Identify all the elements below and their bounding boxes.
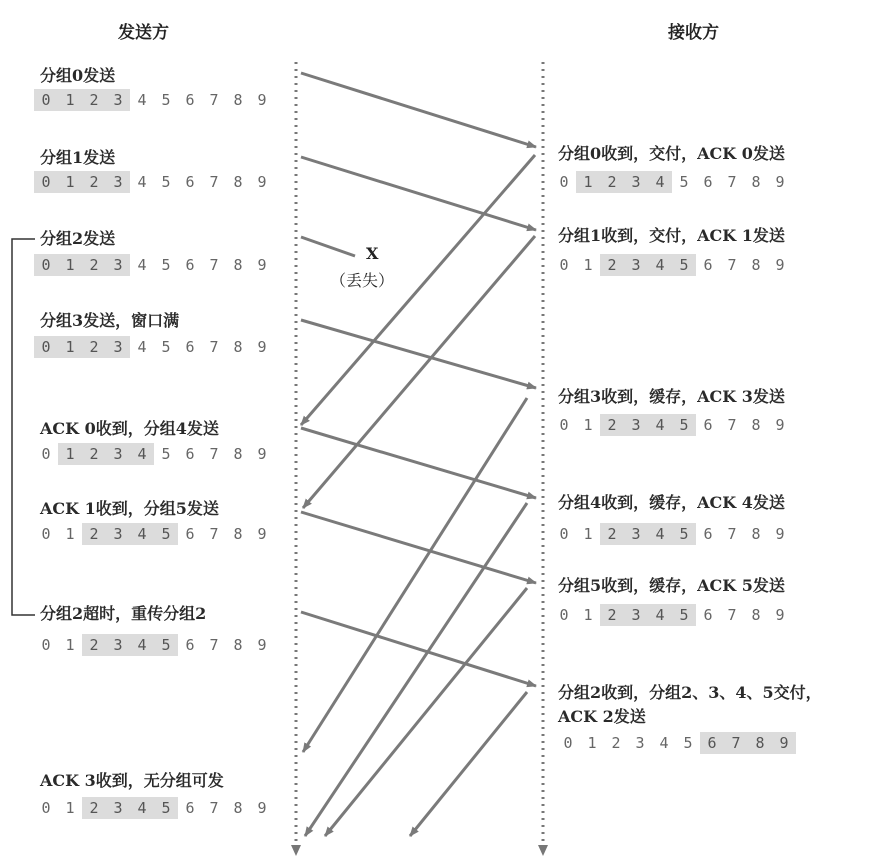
seq-number: 6 [703,525,713,543]
receiver-window [552,523,792,545]
seq-number: 4 [137,91,147,109]
seq-number: 7 [727,606,737,624]
receiver-window [552,604,792,626]
seq-number: 3 [106,634,130,656]
seq-number: 5 [154,634,178,656]
seq-number: 7 [209,173,219,191]
seq-number: 4 [648,171,672,193]
receiver-event-label: 分组3收到，缓存，ACK 3发送 [558,387,785,406]
seq-number: 0 [34,336,58,358]
seq-number: 3 [106,336,130,358]
sender-header: 发送方 [118,23,169,43]
seq-number: 0 [563,734,573,752]
seq-number: 9 [775,256,785,274]
seq-number: 3 [106,171,130,193]
seq-number: 7 [209,338,219,356]
seq-number: 8 [751,173,761,191]
seq-number: 3 [624,254,648,276]
seq-number: 5 [161,338,171,356]
seq-number: 7 [209,445,219,463]
seq-number: 8 [751,606,761,624]
receiver-event-label: 分组1收到，交付，ACK 1发送 [558,226,785,245]
seq-number: 8 [233,636,243,654]
sender-window [34,523,274,545]
lost-packet-line [301,237,355,256]
seq-number: 3 [106,797,130,819]
seq-number: 6 [185,338,195,356]
seq-number: 0 [41,799,51,817]
seq-number: 6 [703,256,713,274]
seq-number: 2 [600,414,624,436]
seq-number: 2 [82,89,106,111]
seq-number: 5 [672,604,696,626]
seq-number: 9 [257,445,267,463]
seq-number: 0 [559,416,569,434]
sender-window [34,634,274,656]
seq-number: 0 [559,256,569,274]
seq-number: 9 [257,636,267,654]
seq-number: 4 [137,338,147,356]
seq-number: 4 [648,414,672,436]
seq-number: 6 [703,606,713,624]
ack-arrow [303,398,527,752]
packet-arrow [301,512,536,583]
seq-number: 8 [233,91,243,109]
seq-number: 4 [659,734,669,752]
ack-arrow [410,692,527,836]
seq-number: 7 [209,91,219,109]
seq-number: 3 [635,734,645,752]
seq-number: 6 [185,256,195,274]
seq-number: 6 [703,173,713,191]
seq-number: 1 [583,525,593,543]
sender-event-label: 分组2超时，重传分组2 [40,604,207,623]
seq-number: 2 [82,797,106,819]
seq-number: 2 [82,634,106,656]
seq-number: 3 [106,523,130,545]
timeline-arrowhead-icon [291,845,301,856]
seq-number: 2 [611,734,621,752]
sender-window [34,797,274,819]
packet-arrow [301,73,536,147]
seq-number: 8 [233,338,243,356]
receiver-window [552,414,792,436]
seq-number: 1 [65,636,75,654]
seq-number: 4 [137,173,147,191]
seq-number: 0 [34,171,58,193]
seq-number: 5 [161,91,171,109]
sender-event-label: 分组3发送，窗口满 [40,311,180,330]
seq-number: 1 [65,799,75,817]
seq-number: 0 [559,525,569,543]
seq-number: 7 [727,525,737,543]
seq-number: 7 [727,416,737,434]
seq-number: 3 [106,89,130,111]
seq-number: 0 [34,254,58,276]
receiver-event-label: 分组2收到，分组2、3、4、5交付， [558,683,822,702]
seq-number: 6 [185,636,195,654]
sender-window [34,336,274,358]
seq-number: 2 [82,336,106,358]
seq-number: 0 [41,636,51,654]
lost-mark: X [366,244,379,263]
seq-number: 3 [106,254,130,276]
seq-number: 1 [583,256,593,274]
seq-number: 8 [233,256,243,274]
seq-number: 3 [624,604,648,626]
seq-number: 5 [672,254,696,276]
seq-number: 5 [161,173,171,191]
seq-number: 5 [672,523,696,545]
seq-number: 9 [775,525,785,543]
receiver-event-label: 分组5收到，缓存，ACK 5发送 [558,576,785,595]
receiver-window [556,732,796,754]
seq-number: 5 [154,523,178,545]
seq-number: 2 [82,523,106,545]
seq-number: 2 [600,171,624,193]
seq-number: 1 [576,171,600,193]
sender-event-label: ACK 3收到，无分组可发 [40,771,224,790]
seq-number: 8 [748,732,772,754]
seq-number: 7 [727,173,737,191]
seq-number: 4 [648,254,672,276]
seq-number: 7 [209,525,219,543]
seq-number: 3 [624,171,648,193]
seq-number: 1 [58,89,82,111]
seq-number: 9 [772,732,796,754]
seq-number: 8 [233,173,243,191]
seq-number: 4 [648,523,672,545]
seq-number: 9 [257,256,267,274]
seq-number: 5 [672,414,696,436]
seq-number: 6 [185,445,195,463]
seq-number: 8 [233,799,243,817]
seq-number: 9 [257,91,267,109]
seq-number: 4 [648,604,672,626]
sender-event-label: 分组2发送 [40,229,116,248]
seq-number: 4 [130,523,154,545]
seq-number: 1 [587,734,597,752]
seq-number: 9 [257,338,267,356]
lost-label: （丢失） [330,271,395,290]
seq-number: 6 [703,416,713,434]
seq-number: 5 [683,734,693,752]
seq-number: 6 [185,525,195,543]
seq-number: 1 [58,336,82,358]
seq-number: 2 [600,254,624,276]
packet-arrow [301,612,536,686]
seq-number: 1 [58,254,82,276]
seq-number: 9 [775,173,785,191]
seq-number: 5 [679,173,689,191]
seq-number: 0 [41,445,51,463]
seq-number: 6 [185,91,195,109]
ack-arrow [305,503,527,836]
seq-number: 1 [583,606,593,624]
seq-number: 9 [257,799,267,817]
seq-number: 8 [233,445,243,463]
receiver-event-label: 分组0收到，交付，ACK 0发送 [558,144,785,163]
seq-number: 8 [233,525,243,543]
receiver-header: 接收方 [668,23,719,43]
sender-window [34,89,274,111]
seq-number: 9 [257,173,267,191]
seq-number: 8 [751,416,761,434]
receiver-window [552,171,792,193]
seq-number: 2 [600,523,624,545]
seq-number: 9 [257,525,267,543]
seq-number: 7 [209,636,219,654]
seq-number: 7 [209,256,219,274]
seq-number: 6 [185,799,195,817]
sender-event-label: 分组1发送 [40,148,116,167]
seq-number: 6 [700,732,724,754]
timeout-bracket [12,239,35,615]
sender-window [34,171,274,193]
seq-number: 1 [58,171,82,193]
receiver-event-label: 分组4收到，缓存，ACK 4发送 [558,493,785,512]
seq-number: 5 [154,797,178,819]
sender-window [34,254,274,276]
ack-arrow [325,588,527,836]
seq-number: 0 [559,173,569,191]
sender-event-label: ACK 1收到，分组5发送 [40,499,219,518]
seq-number: 4 [130,797,154,819]
seq-number: 8 [751,256,761,274]
seq-number: 0 [41,525,51,543]
seq-number: 2 [82,171,106,193]
seq-number: 9 [775,416,785,434]
timeline-arrowhead-icon [538,845,548,856]
receiver-window [552,254,792,276]
receiver-event-label: ACK 2发送 [558,707,646,726]
seq-number: 2 [600,604,624,626]
seq-number: 4 [130,443,154,465]
seq-number: 2 [82,443,106,465]
seq-number: 4 [130,634,154,656]
seq-number: 3 [106,443,130,465]
packet-arrow [301,320,536,388]
seq-number: 1 [65,525,75,543]
seq-number: 0 [34,89,58,111]
sender-window [34,443,274,465]
seq-number: 7 [724,732,748,754]
seq-number: 2 [82,254,106,276]
seq-number: 4 [137,256,147,274]
seq-number: 3 [624,414,648,436]
seq-number: 1 [583,416,593,434]
seq-number: 7 [727,256,737,274]
seq-number: 9 [775,606,785,624]
seq-number: 7 [209,799,219,817]
seq-number: 5 [161,256,171,274]
seq-number: 5 [161,445,171,463]
sender-event-label: 分组0发送 [40,66,116,85]
seq-number: 6 [185,173,195,191]
sender-event-label: ACK 0收到，分组4发送 [40,419,219,438]
seq-number: 0 [559,606,569,624]
seq-number: 3 [624,523,648,545]
seq-number: 8 [751,525,761,543]
seq-number: 1 [58,443,82,465]
